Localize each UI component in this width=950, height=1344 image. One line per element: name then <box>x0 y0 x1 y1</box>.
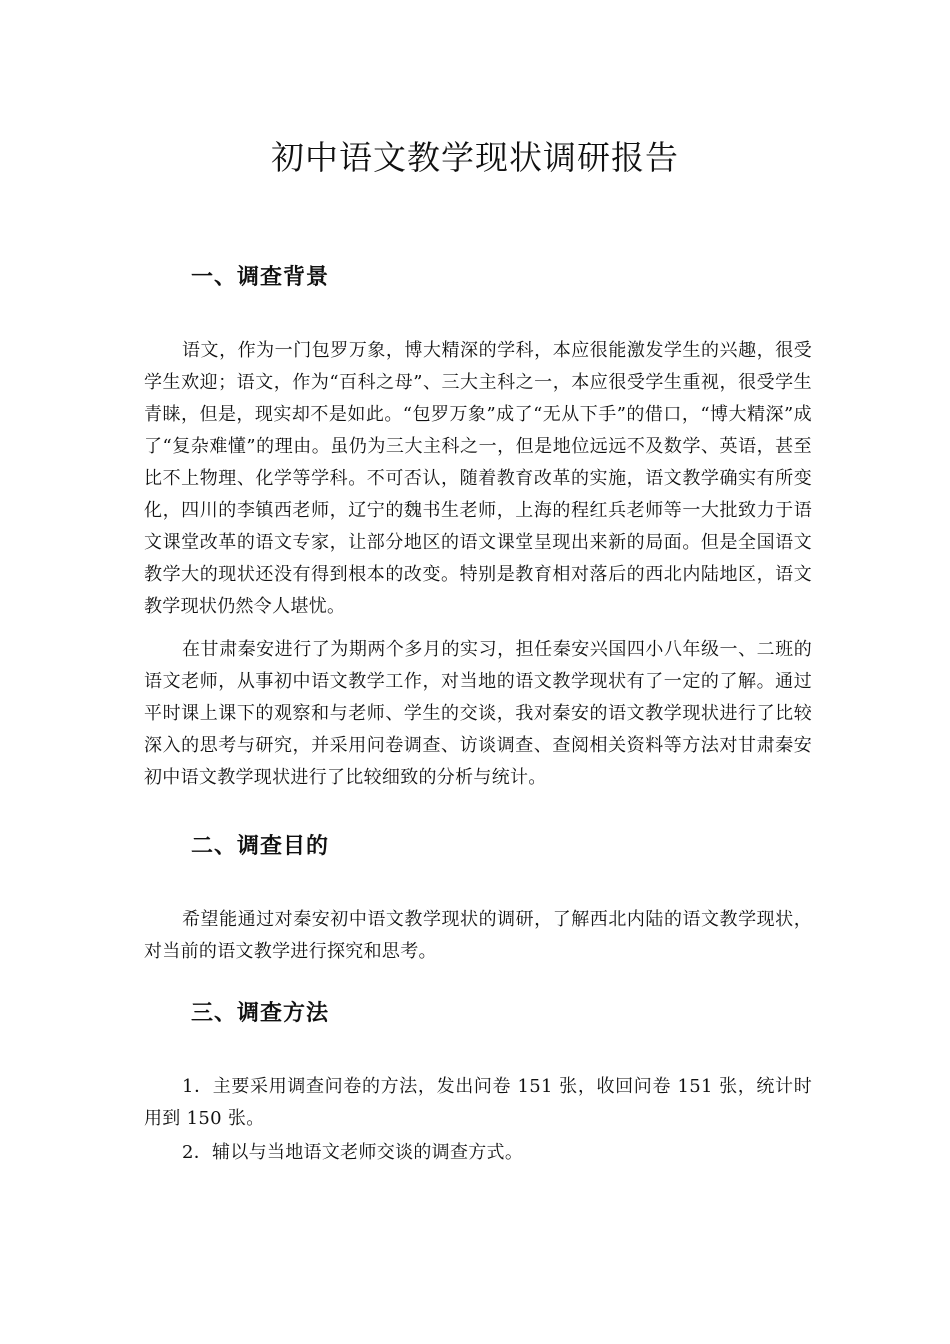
paragraph-method-2: 2．辅以与当地语文老师交谈的调查方式。 <box>182 1142 524 1163</box>
document-title: 初中语文教学现状调研报告 <box>271 138 679 177</box>
section-heading-purpose: 二、调查目的 <box>191 834 330 859</box>
paragraph-background-2: 在甘肃秦安进行了为期两个多月的实习，担任秦安兴国四小八年级一、二班的语文老师，从事初中语文教学工作，对当地的语文教学现状有了一定的了解。通过平时课上课下的观察和与老师、学生的交谈，我对秦安的语文教学现状进行了比较深入的思考与研究，并采用问卷调查、访谈调查、查阅相关资料等方法对甘肃秦安初中语文教学现状进行了比较细致的分析与统计。 <box>144 639 812 788</box>
paragraph-purpose-1: 希望能通过对秦安初中语文教学现状的调研，了解西北内陆的语文教学现状，对当前的语文教学进行探究和思考。 <box>144 909 812 962</box>
paragraph-method-1: 1．主要采用调查问卷的方法，发出问卷 151 张，收回问卷 151 张，统计时用到 150 张。 <box>144 1076 812 1129</box>
paragraph-background-1: 语文，作为一门包罗万象，博大精深的学科，本应很能激发学生的兴趣，很受学生欢迎；语文，作为“百科之母”、三大主科之一，本应很受学生重视，很受学生青睐，但是，现实却不是如此。“包罗万象”成了“无从下手”的借口，“博大精深”成了“复杂难懂”的理由。虽仍为三大主科之一，但是地位远远不及数学、英语，甚至比不上物理、化学等学科。不可否认，随着教育改革的实施，语文教学确实有所变化，四川的李镇西老师，辽宁的魏书生老师，上海的程红兵老师等一大批致力于语文课堂改革的语文专家，让部分地区的语文课堂呈现出来新的局面。但是全国语文教学大的现状还没有得到根本的改变。特别是教育相对落后的西北内陆地区，语文教学现状仍然令人堪忧。 <box>144 340 812 617</box>
section-heading-background: 一、调查背景 <box>191 265 330 290</box>
section-heading-method: 三、调查方法 <box>191 1001 330 1026</box>
